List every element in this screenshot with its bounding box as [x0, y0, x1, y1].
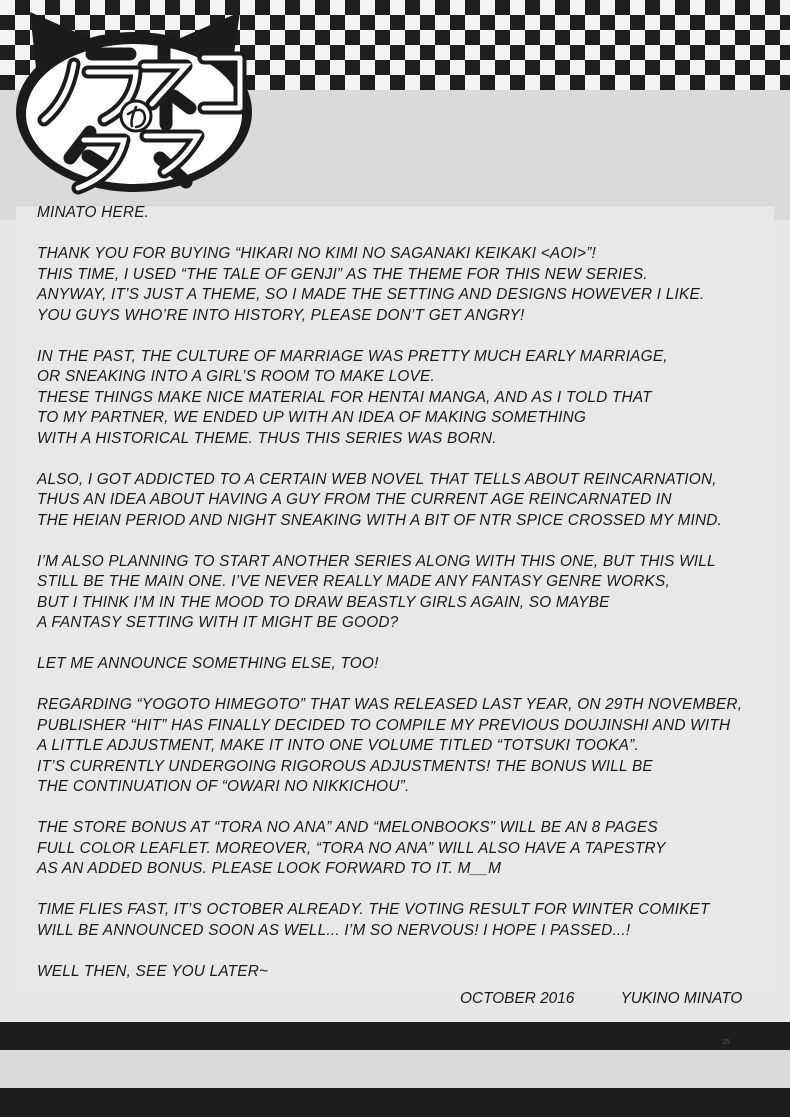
signature-date: OCTOBER 2016	[460, 990, 575, 1007]
text-line: THE HEIAN PERIOD AND NIGHT SNEAKING WITH A BIT OF NTR SPICE CROSSED MY MIND.	[37, 511, 723, 529]
text-line: FULL COLOR LEAFLET. MOREOVER, “TORA NO ANA” WILL ALSO HAVE A TAPESTRY	[37, 839, 666, 857]
paragraph	[37, 244, 767, 326]
text-line: WELL THEN, SEE YOU LATER~	[37, 962, 269, 980]
text-line: THUS AN IDEA ABOUT HAVING A GUY FROM THE CURRENT AGE REINCARNATED IN	[37, 491, 672, 508]
text-line: A LITTLE ADJUSTMENT, MAKE IT INTO ONE VOLUME TITLED “TOTSUKI TOOKA”.	[37, 737, 639, 754]
signature	[460, 990, 760, 1008]
text-line: OR SNEAKING INTO A GIRL’S ROOM TO MAKE LOVE.	[37, 368, 435, 385]
paragraph	[37, 962, 767, 983]
text-line: THANK YOU FOR BUYING “HIKARI NO KIMI NO SAGANAKI KEIKAKI <AOI>”!	[37, 245, 596, 262]
text-line: AS AN ADDED BONUS. PLEASE LOOK FORWARD TO IT. M__M	[37, 860, 502, 877]
text-line: YOU GUYS WHO’RE INTO HISTORY, PLEASE DON’T GET ANGRY!	[37, 306, 525, 324]
page-number: 25	[722, 1039, 730, 1046]
text-line: LET ME ANNOUNCE SOMETHING ELSE, TOO!	[37, 655, 379, 672]
text-line: REGARDING “YOGOTO HIMEGOTO” THAT WAS RELEASED LAST YEAR, ON 29TH NOVEMBER,	[37, 696, 743, 713]
letter-body	[37, 203, 767, 1003]
paragraph	[37, 347, 767, 450]
text-line: A FANTASY SETTING WITH IT MIGHT BE GOOD?	[37, 614, 399, 631]
paragraph	[37, 695, 767, 798]
text-line: PUBLISHER “HIT” HAS FINALLY DECIDED TO COMPILE MY PREVIOUS DOUJINSHI AND WITH	[37, 716, 731, 734]
text-line: THIS TIME, I USED “THE TALE OF GENJI” AS THE THEME FOR THIS NEW SERIES.	[37, 265, 648, 283]
text-line: STILL BE THE MAIN ONE. I’VE NEVER REALLY MADE ANY FANTASY GENRE WORKS,	[37, 573, 670, 590]
text-line: IT’S CURRENTLY UNDERGOING RIGOROUS ADJUSTMENTS! THE BONUS WILL BE	[37, 757, 653, 775]
text-line: TIME FLIES FAST, IT’S OCTOBER ALREADY. THE VOTING RESULT FOR WINTER COMIKET	[37, 901, 710, 918]
text-line: ALSO, I GOT ADDICTED TO A CERTAIN WEB NOVEL THAT TELLS ABOUT REINCARNATION,	[37, 470, 717, 488]
cat-head-logo-icon	[8, 8, 260, 196]
paragraph	[37, 552, 767, 634]
text-line: MINATO HERE.	[37, 204, 150, 221]
text-line: ANYWAY, IT’S JUST A THEME, SO I MADE THE SETTING AND DESIGNS HOWEVER I LIKE.	[37, 286, 705, 303]
circle-logo	[8, 8, 260, 196]
text-line: WITH A HISTORICAL THEME. THUS THIS SERIES WAS BORN.	[37, 429, 497, 447]
footer-band-middle	[0, 1050, 790, 1088]
footer-band-top	[0, 1022, 790, 1050]
paragraph	[37, 900, 767, 941]
paragraph	[37, 654, 767, 675]
signature-author: YUKINO MINATO	[620, 990, 743, 1007]
text-line: IN THE PAST, THE CULTURE OF MARRIAGE WAS PRETTY MUCH EARLY MARRIAGE,	[37, 347, 668, 365]
text-line: BUT I THINK I’M IN THE MOOD TO DRAW BEASTLY GIRLS AGAIN, SO MAYBE	[37, 593, 610, 611]
text-line: WILL BE ANNOUNCED SOON AS WELL... I’M SO NERVOUS! I HOPE I PASSED...!	[37, 921, 631, 939]
text-line: THE CONTINUATION OF “OWARI NO NIKKICHOU”.	[37, 778, 410, 795]
paragraph	[37, 818, 767, 880]
footer-band-bottom	[0, 1088, 790, 1117]
text-line: I’M ALSO PLANNING TO START ANOTHER SERIES ALONG WITH THIS ONE, BUT THIS WILL	[37, 552, 716, 570]
text-line: THE STORE BONUS AT “TORA NO ANA” AND “MELONBOOKS” WILL BE AN 8 PAGES	[37, 819, 658, 836]
text-line: TO MY PARTNER, WE ENDED UP WITH AN IDEA OF MAKING SOMETHING	[37, 409, 587, 426]
paragraph	[37, 470, 767, 532]
paragraph	[37, 203, 767, 224]
text-line: THESE THINGS MAKE NICE MATERIAL FOR HENTAI MANGA, AND AS I TOLD THAT	[37, 388, 652, 406]
